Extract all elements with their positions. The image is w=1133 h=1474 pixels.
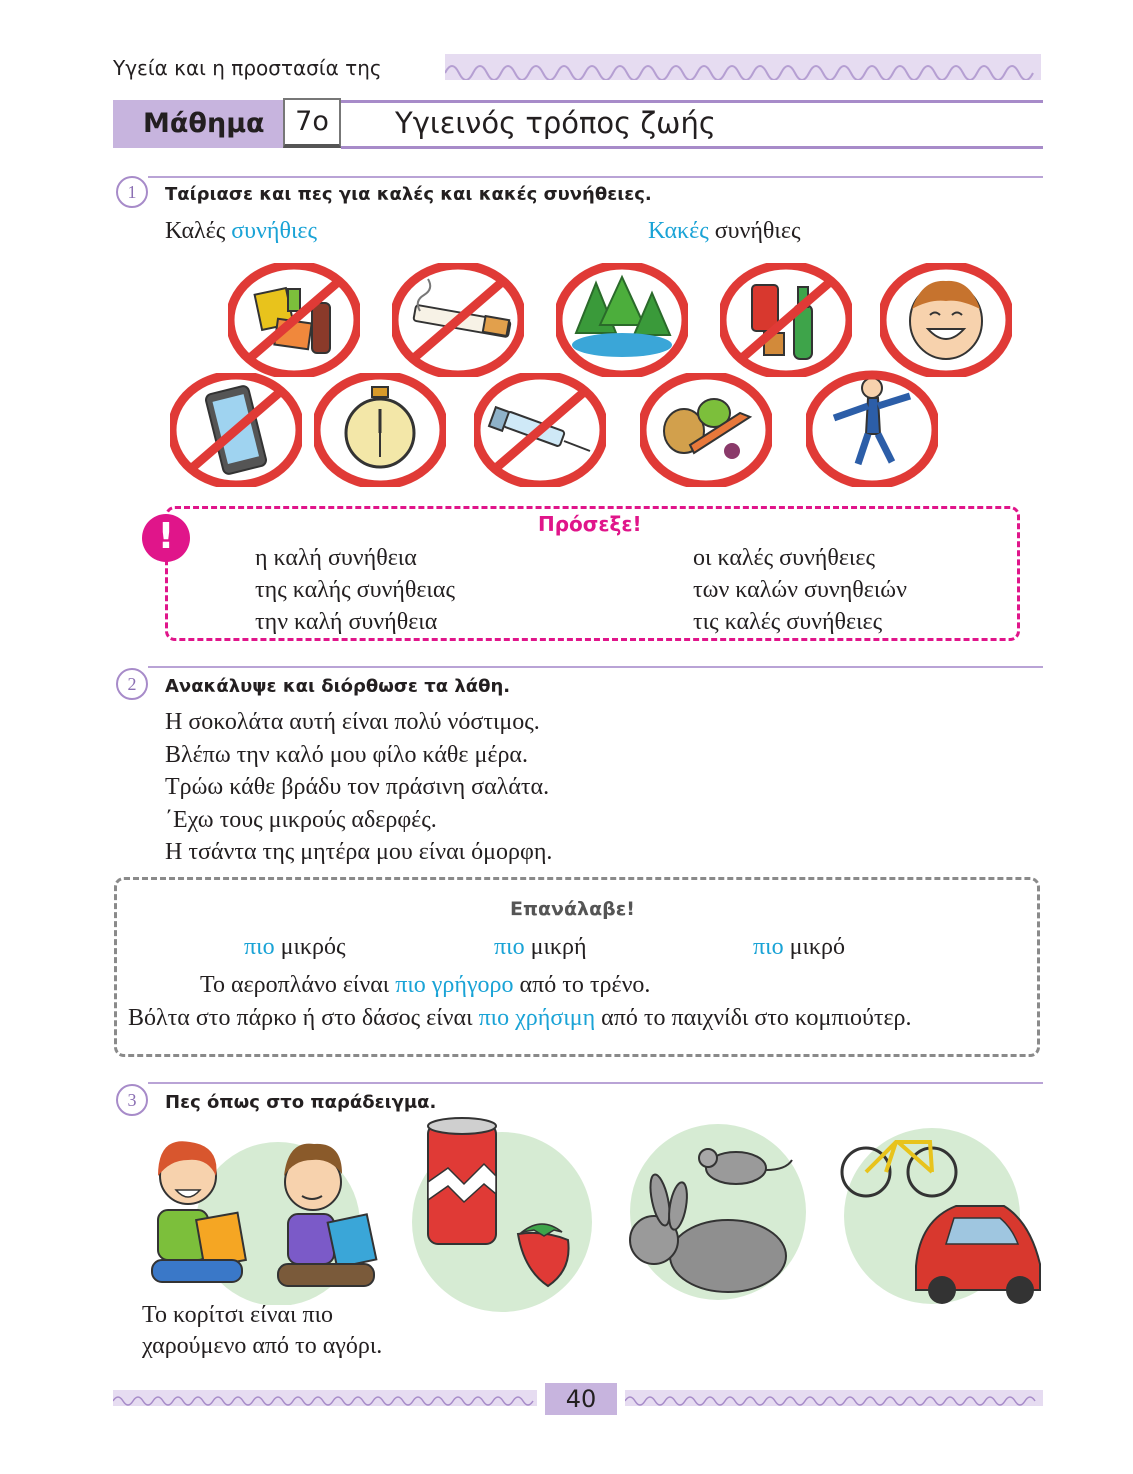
bad-habits-label — [648, 218, 800, 245]
example-line: Το κορίτσι είναι πιο — [142, 1302, 334, 1328]
repeat-title: Επανάλαβε! — [510, 898, 635, 920]
example-line: χαρούμενο από το αγόρι. — [142, 1333, 383, 1359]
vegetables-icon[interactable] — [640, 373, 772, 487]
pio-word: πιο — [753, 934, 784, 960]
adjective: μικρή — [530, 934, 587, 960]
good-label-habits: συνήθιες — [231, 218, 317, 244]
exercise-number: 2 — [116, 668, 148, 700]
exercise-number: 1 — [116, 176, 148, 208]
text-part: από το παιχνίδι στο κομπιούτερ. — [595, 1005, 912, 1031]
drinks-icon[interactable] — [720, 263, 852, 377]
lesson-label: Μάθημα — [113, 100, 283, 148]
exercise-instruction: Ανακάλυψε και διόρθωσε τα λάθη. — [165, 676, 511, 697]
form-line: οι καλές συνήθειες — [693, 545, 875, 571]
exercise-instruction: Πες όπως στο παράδειγμα. — [165, 1092, 437, 1113]
exercise-number: 3 — [116, 1084, 148, 1116]
text-part: Το αεροπλάνο είναι — [200, 972, 396, 998]
attention-title: Πρόσεξε! — [538, 512, 642, 536]
sentences-list — [165, 706, 552, 869]
pio-word: πιο — [244, 934, 275, 960]
comparative-form — [244, 934, 345, 961]
form-line: την καλή συνήθεια — [255, 609, 438, 635]
lesson-number: 7ο — [283, 98, 341, 148]
lesson-divider-bottom — [341, 146, 1043, 149]
plural-forms — [693, 542, 907, 638]
good-habits-label — [165, 218, 317, 245]
comparative-phrase: πιο χρήσιμη — [478, 1005, 596, 1031]
pio-word: πιο — [494, 934, 525, 960]
sentence: Η σοκολάτα αυτή είναι πολύ νόστιμος. — [165, 709, 540, 735]
rabbit-mouse-illustration — [618, 1122, 814, 1308]
junk-food-icon[interactable] — [228, 263, 360, 377]
bad-label-habits: συνήθιες — [714, 218, 801, 244]
comparative-phrase: πιο γρήγορο — [395, 972, 514, 998]
exclamation-icon: ! — [142, 514, 190, 562]
section-divider — [148, 176, 1043, 178]
example-sentence-2 — [128, 1005, 912, 1032]
form-line: της καλής συνήθειας — [255, 577, 455, 603]
chapter-title: Υγεία και η προστασία της — [113, 56, 382, 80]
example-sentence-1 — [200, 972, 650, 999]
adjective: μικρό — [789, 934, 845, 960]
form-line: η καλή συνήθεια — [255, 545, 417, 571]
comparative-form — [494, 934, 587, 961]
phone-icon[interactable] — [170, 373, 302, 487]
form-line: των καλών συνηθειών — [693, 577, 907, 603]
comparative-form — [753, 934, 845, 961]
lesson-divider-top — [341, 100, 1043, 103]
footer-wave-right — [625, 1390, 1043, 1406]
singular-forms — [255, 542, 455, 638]
lesson-title: Υγιεινός τρόπος ζωής — [395, 106, 716, 140]
decorative-wave-band — [445, 54, 1041, 80]
form-line: τις καλές συνήθειες — [693, 609, 883, 635]
text-part: Βόλτα στο πάρκο ή στο δάσος είναι — [128, 1005, 479, 1031]
adjective: μικρός — [280, 934, 346, 960]
bad-label-word: Κακές — [648, 218, 709, 244]
cigarette-icon[interactable] — [392, 263, 524, 377]
soda-strawberry-illustration — [410, 1112, 594, 1312]
footer-wave-left — [113, 1390, 537, 1406]
smiling-face-icon[interactable] — [880, 263, 1012, 377]
text-part: από το τρένο. — [513, 972, 651, 998]
children-reading-illustration — [138, 1120, 388, 1305]
sentence: Τρώω κάθε βράδυ τον πράσινη σαλάτα. — [165, 774, 550, 800]
bicycle-car-illustration — [836, 1122, 1046, 1308]
page-number: 40 — [545, 1383, 617, 1415]
good-label-word: Καλές — [165, 218, 226, 244]
forest-icon[interactable] — [556, 263, 688, 377]
syringe-icon[interactable] — [474, 373, 606, 487]
section-divider — [148, 666, 1043, 668]
sentence: Η τσάντα της μητέρα μου είναι όμορφη. — [165, 839, 553, 865]
alarm-clock-icon[interactable] — [314, 373, 446, 487]
sentence: ΄Εχω τους μικρούς αδερφές. — [165, 806, 437, 833]
exercise-icon[interactable] — [806, 366, 938, 487]
exercise-instruction: Ταίριασε και πες για καλές και κακές συνήθειες. — [165, 184, 652, 205]
example-answer — [142, 1300, 382, 1362]
section-divider — [148, 1082, 1043, 1084]
sentence: Βλέπω την καλό μου φίλο κάθε μέρα. — [165, 741, 528, 768]
